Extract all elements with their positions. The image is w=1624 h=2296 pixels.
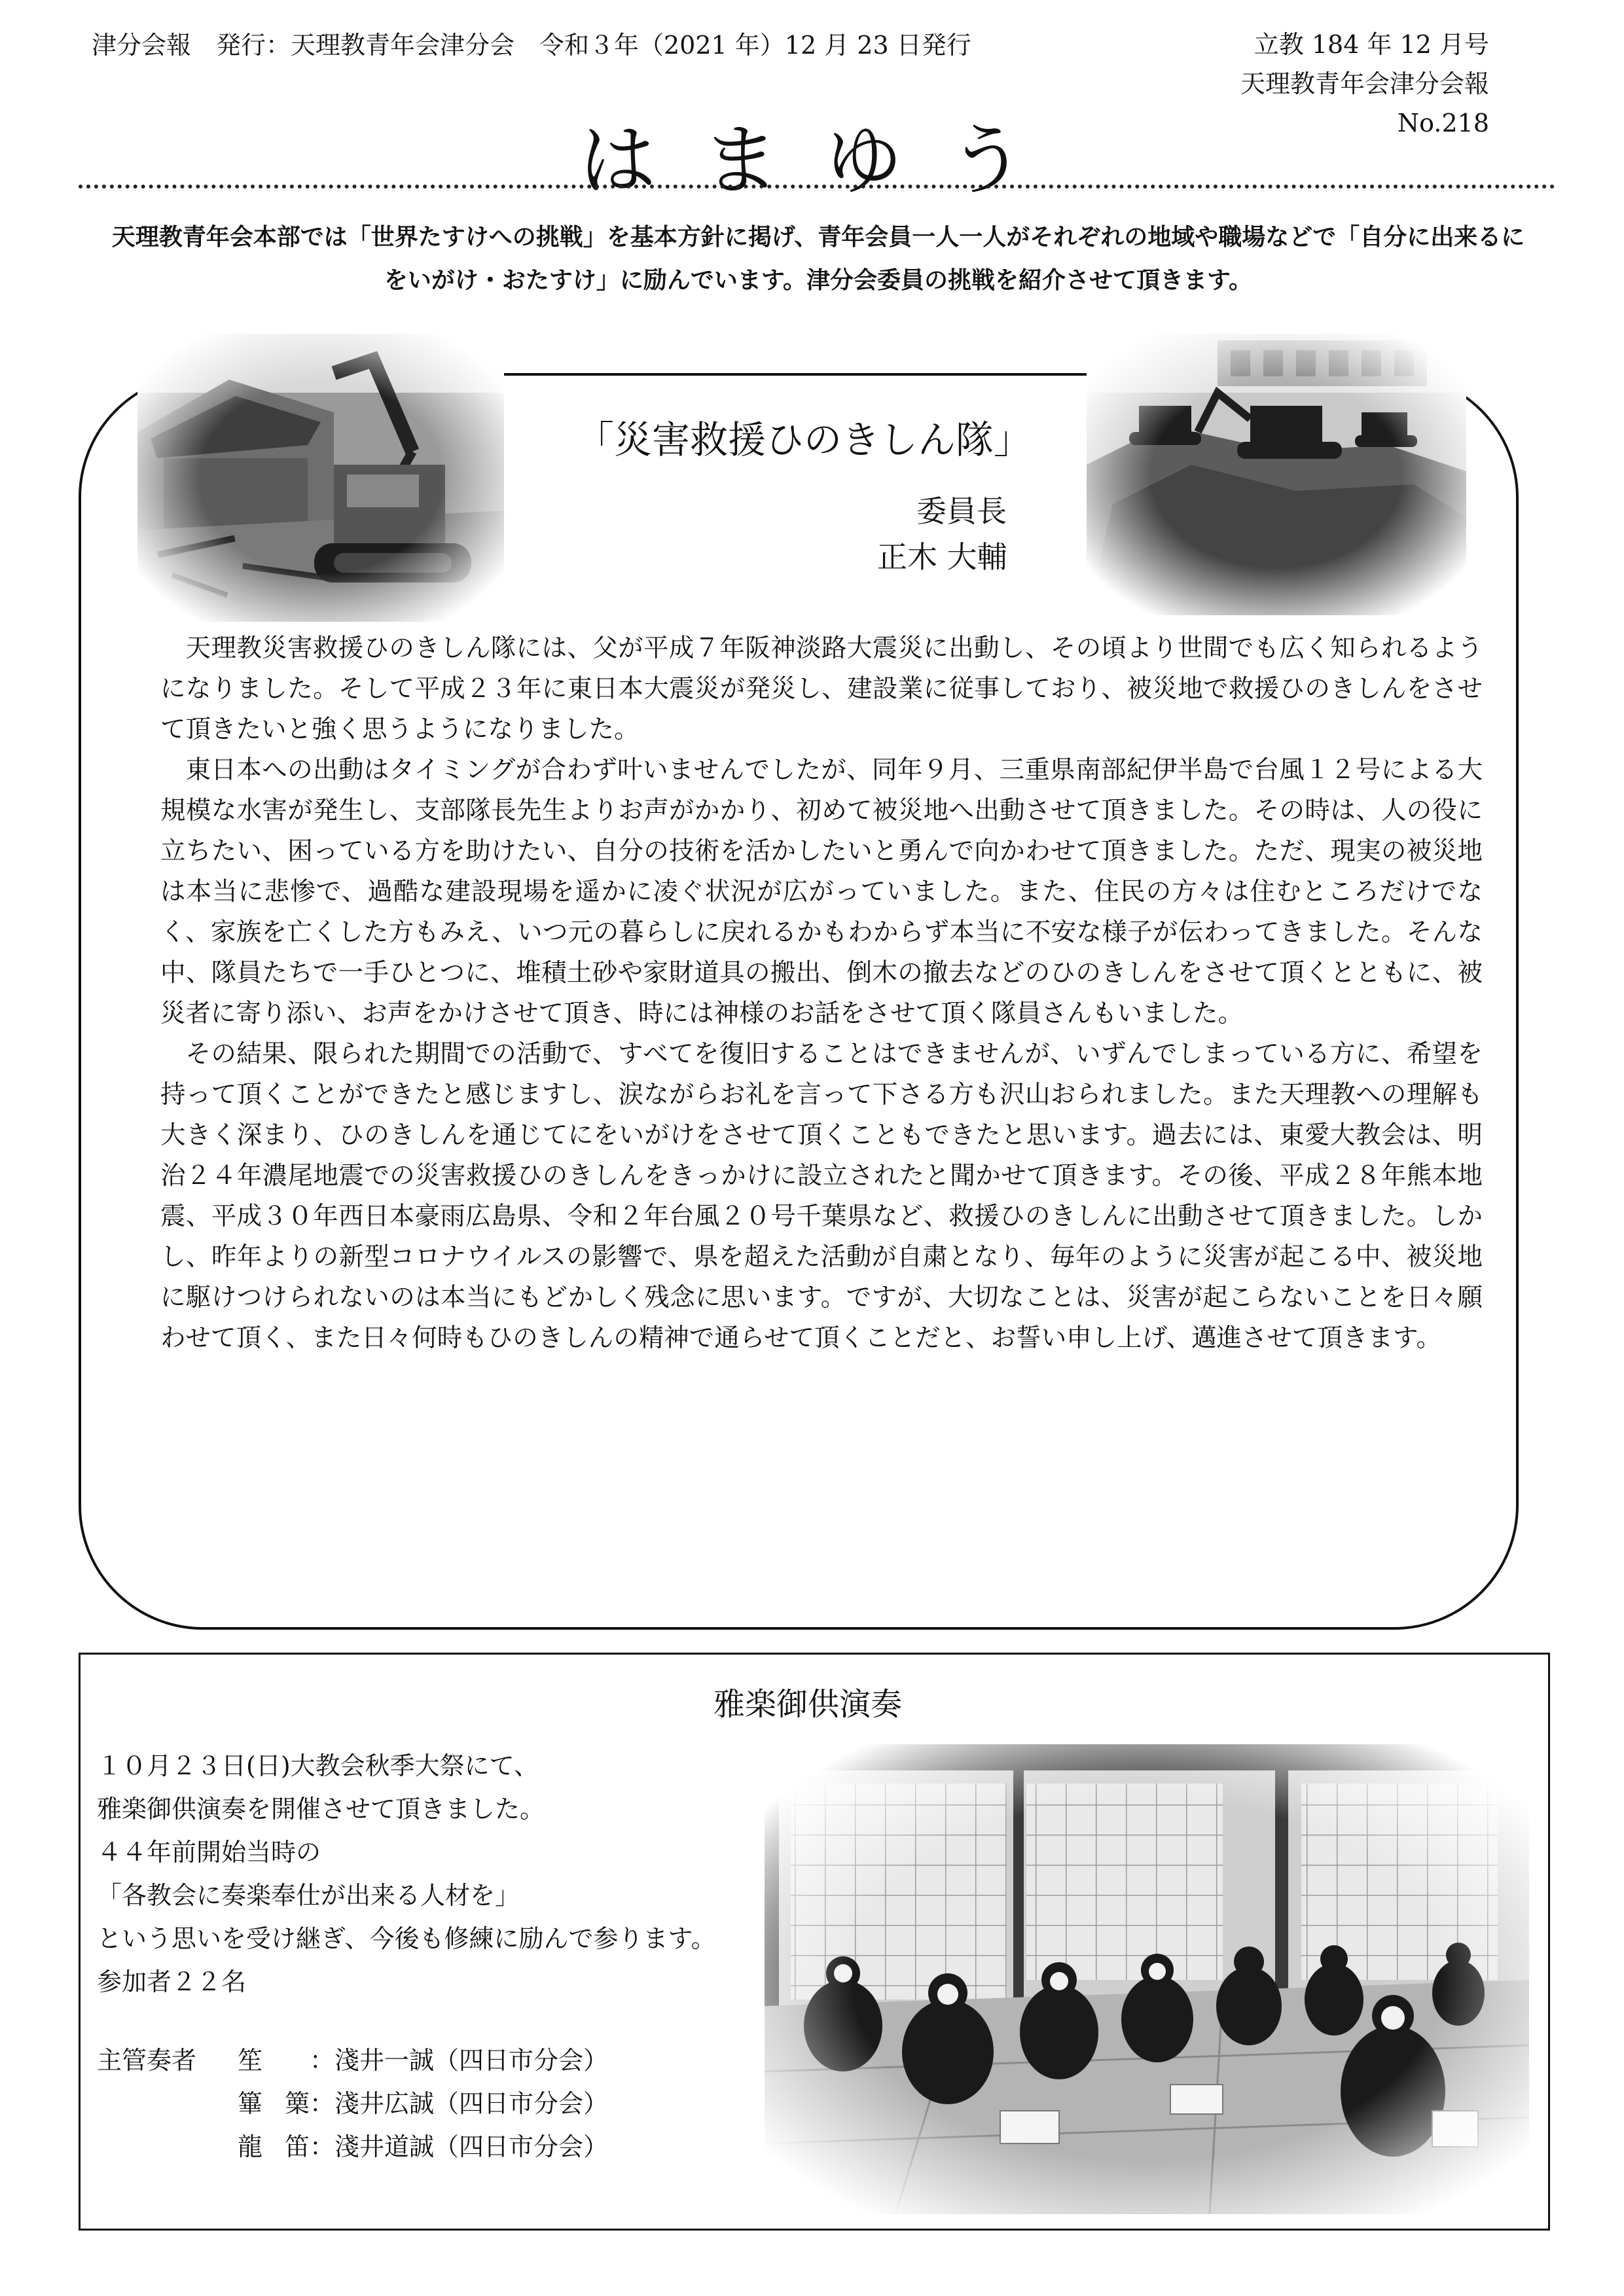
gagaku-text: [97, 1744, 715, 2003]
masthead-publisher: 津分会報 発行：天理教青年会津分会 令和３年（2021 年）12 月 23 日発行: [92, 31, 971, 60]
article-title: 「災害救援ひのきしん隊」: [576, 418, 1032, 462]
credit-row: [97, 2125, 608, 2168]
credit-instrument: 龍笛: [238, 2132, 310, 2161]
credit-row: [97, 2082, 608, 2125]
author-name: 正木 大輔: [877, 539, 1007, 575]
article-paragraph: 天理教災害救援ひのきしん隊には、父が平成７年阪神淡路大震災に出動し、その頃より世間でも広く知られるようになりました。そして平成２３年に東日本大震災が発災し、建設業に従事しており、被災地で救援ひのきしんをさせて頂きたいと強く思うようになりました。: [160, 634, 1483, 744]
gagaku-line: 参加者２２名: [97, 1967, 247, 1996]
article-body: [160, 628, 1483, 1359]
newsletter-name: 天理教青年会津分会報: [1240, 69, 1489, 98]
dotted-divider: [79, 185, 1555, 188]
gagaku-performance-photo: [765, 1744, 1529, 2214]
author-role: 委員長: [916, 493, 1007, 529]
gagaku-line: 「各教会に奏楽奉仕が出来る人材を」: [97, 1881, 520, 1910]
gagaku-line: という思いを受け継ぎ、今後も修練に励んで参ります。: [97, 1924, 716, 1953]
credit-role: 主管奏者: [97, 2046, 197, 2075]
credit-instrument: 笙: [238, 2046, 263, 2075]
issue-number: No.218: [1397, 109, 1489, 137]
credit-person: ：淺井道誠（四日市分会）: [310, 2132, 609, 2161]
gagaku-title: 雅楽御供演奏: [713, 1686, 903, 1723]
lead-text: [79, 216, 1558, 302]
earthwork-excavators-photo: [1087, 334, 1466, 615]
article-paragraph: 東日本への出動はタイミングが合わず叶いませんでしたが、同年９月、三重県南部紀伊半島で台風１２号による大規模な水害が発生し、支部隊長先生よりお声がかかり、初めて被災地へ出動させて頂きました。その時は、人の役に立ちたい、困っている方を助けたい、自分の技術を活かしたいと勇んで向かわせて頂きました。ただ、現実の被災地は本当に悲惨で、過酷な建設現場を遥かに凌ぐ状況が広がっていました。また、住民の方々は住むところだけでなく、家族を亡くした方もみえ、いつ元の暮らしに戻れるかもわからず本当に不安な様子が伝わってきました。そんな中、隊員たちで一手ひとつに、堆積土砂や家財道具の搬出、倒木の撤去などのひのきしんをさせて頂くとともに、被災者に寄り添い、お声をかけさせて頂き、時には神様のお話をさせて頂く隊員さんもいました。: [160, 755, 1483, 1028]
credit-person: ：淺井一誠（四日市分会）: [310, 2046, 609, 2075]
issue-era-month: 立教 184 年 12 月号: [1254, 30, 1489, 59]
credit-person: ：淺井広誠（四日市分会）: [310, 2089, 609, 2118]
performer-credits: [97, 2039, 608, 2168]
lead-line: 天理教青年会本部では「世界たすけへの挑戦」を基本方針に掲げ、青年会員一人一人がそれぞれの地域や職場などで「自分に出来るに: [111, 224, 1525, 251]
credit-row: [97, 2039, 608, 2082]
credit-instrument: 篳篥: [238, 2089, 310, 2118]
gagaku-line: １０月２３日(日)大教会秋季大祭にて、: [97, 1751, 539, 1780]
credit-role: [97, 2082, 238, 2125]
lead-line: をいがけ・おたすけ」に励んでいます。津分会委員の挑戦を紹介させて頂きます。: [384, 267, 1253, 294]
gagaku-line: ４４年前開始当時の: [97, 1838, 321, 1867]
newsletter-title: はまゆう: [579, 115, 1072, 206]
article-paragraph: その結果、限られた期間での活動で、すべてを復旧することはできませんが、いずんでしまっている方に、希望を持って頂くことができたと感じますし、涙ながらお礼を言って下さる方も沢山おられました。また天理教への理解も大きく深まり、ひのきしんを通じてにをいがけをさせて頂くこともできたと思います。過去には、東愛大教会は、明治２４年濃尾地震での災害救援ひのきしんをきっかけに設立されたと聞かせて頂きます。その後、平成２８年熊本地震、平成３０年西日本豪雨広島県、令和２年台風２０号千葉県など、救援ひのきしんに出動させて頂きました。しかし、昨年よりの新型コロナウイルスの影響で、県を超えた活動が自粛となり、毎年のように災害が起こる中、被災地に駆けつけられないのは本当にもどかしく残念に思います。ですが、大切なことは、災害が起こらないことを日々願わせて頂く、また日々何時もひのきしんの精神で通らせて頂くことだと、お誓い申し上げ、邁進させて頂きます。: [160, 1039, 1483, 1353]
disaster-site-excavator-photo: [137, 334, 504, 622]
credit-role: [97, 2125, 238, 2168]
gagaku-line: 雅楽御供演奏を開催させて頂きました。: [97, 1795, 545, 1823]
